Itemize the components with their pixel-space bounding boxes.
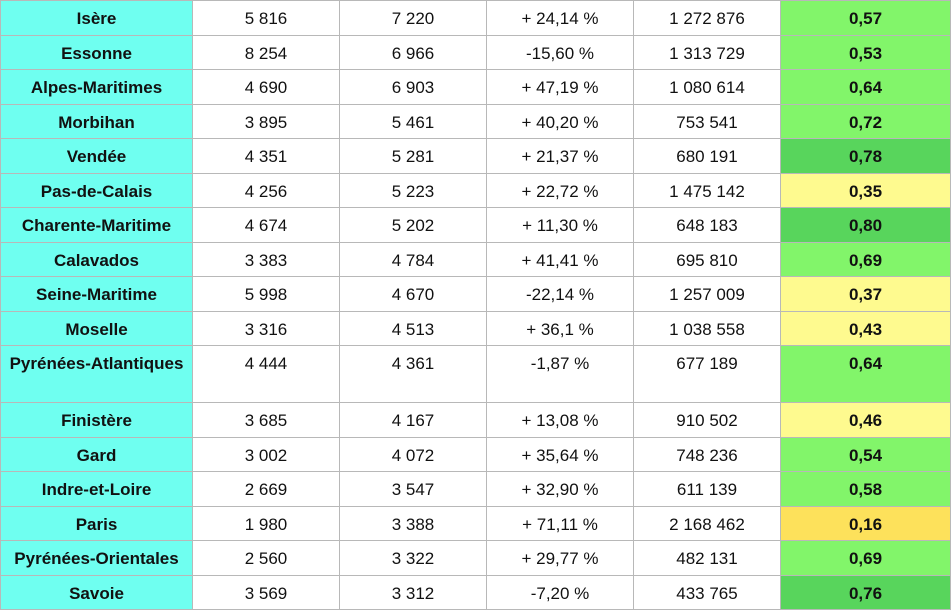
population-text: 748 236 xyxy=(676,445,738,465)
change-text: + 13,08 % xyxy=(521,411,599,430)
change-cell xyxy=(487,346,634,403)
change-text: + 35,64 % xyxy=(521,445,599,465)
value-b-cell xyxy=(340,403,487,438)
department-name-text: Gard xyxy=(76,445,117,465)
index-cell xyxy=(781,35,951,70)
population-cell xyxy=(634,541,781,576)
index-cell xyxy=(781,208,951,243)
value-a-cell xyxy=(193,541,340,576)
department-name-cell xyxy=(1,173,193,208)
department-name-text: Pyrénées-Atlantiques xyxy=(9,354,184,373)
table-row xyxy=(1,1,951,36)
population-cell xyxy=(634,104,781,139)
change-cell xyxy=(487,541,634,576)
department-name-text: Charente-Maritime xyxy=(21,216,172,235)
value-a-cell xyxy=(193,311,340,346)
change-cell xyxy=(487,311,634,346)
department-name-text: Moselle xyxy=(65,319,128,339)
department-name-text: Morbihan xyxy=(58,112,135,132)
table-row xyxy=(1,139,951,174)
department-name-text: Alpes-Maritimes xyxy=(30,78,163,97)
index-cell xyxy=(781,346,951,403)
population-text: 2 168 462 xyxy=(669,514,745,534)
table-body xyxy=(1,1,951,610)
change-cell xyxy=(487,1,634,36)
value-b-cell xyxy=(340,437,487,472)
index-cell xyxy=(781,173,951,208)
value-a-text: 1 980 xyxy=(244,514,288,534)
population-cell xyxy=(634,208,781,243)
change-text: + 11,30 % xyxy=(522,216,598,235)
index-text: 0,58 xyxy=(848,480,883,499)
department-name-cell xyxy=(1,208,193,243)
change-cell xyxy=(487,208,634,243)
index-cell xyxy=(781,311,951,346)
value-a-cell xyxy=(193,104,340,139)
table-row xyxy=(1,437,951,472)
change-text: + 21,37 % xyxy=(521,147,599,166)
department-name-cell xyxy=(1,277,193,312)
population-cell xyxy=(634,311,781,346)
change-text: + 22,72 % xyxy=(521,181,599,201)
index-text: 0,72 xyxy=(848,112,883,132)
value-a-cell xyxy=(193,242,340,277)
department-name-cell xyxy=(1,311,193,346)
change-cell xyxy=(487,472,634,507)
department-name-cell xyxy=(1,403,193,438)
value-b-cell xyxy=(340,242,487,277)
value-b-cell xyxy=(340,208,487,243)
index-text: 0,76 xyxy=(848,583,883,603)
population-cell xyxy=(634,472,781,507)
value-b-cell xyxy=(340,541,487,576)
index-text: 0,43 xyxy=(848,319,883,339)
change-cell xyxy=(487,242,634,277)
table-row xyxy=(1,208,951,243)
index-text: 0,16 xyxy=(848,514,883,534)
value-b-text: 4 072 xyxy=(391,445,435,465)
change-text: + 41,41 % xyxy=(521,250,599,270)
value-a-text: 3 002 xyxy=(244,445,288,465)
table-row xyxy=(1,541,951,576)
value-a-cell xyxy=(193,437,340,472)
population-text: 482 131 xyxy=(676,549,738,568)
change-cell xyxy=(487,575,634,610)
change-text: + 24,14 % xyxy=(521,9,599,28)
index-text: 0,37 xyxy=(848,285,883,304)
population-cell xyxy=(634,173,781,208)
index-text: 0,64 xyxy=(848,354,883,373)
value-a-cell xyxy=(193,472,340,507)
table-row xyxy=(1,506,951,541)
department-name-cell xyxy=(1,35,193,70)
value-b-text: 4 361 xyxy=(391,354,435,373)
change-text: -22,14 % xyxy=(525,285,595,304)
population-cell xyxy=(634,346,781,403)
value-a-cell xyxy=(193,208,340,243)
population-text: 1 038 558 xyxy=(669,319,745,339)
value-a-cell xyxy=(193,277,340,312)
population-text: 695 810 xyxy=(676,250,738,270)
index-text: 0,80 xyxy=(848,216,883,235)
value-b-text: 3 547 xyxy=(391,480,435,499)
population-text: 648 183 xyxy=(676,216,738,235)
department-name-text: Pyrénées-Orientales xyxy=(14,549,179,568)
population-cell xyxy=(634,242,781,277)
department-name-cell xyxy=(1,242,193,277)
population-cell xyxy=(634,70,781,105)
department-name-cell xyxy=(1,104,193,139)
value-a-text: 3 569 xyxy=(244,583,288,603)
value-a-text: 3 895 xyxy=(244,112,288,132)
population-cell xyxy=(634,1,781,36)
value-b-text: 5 281 xyxy=(391,147,435,166)
index-cell xyxy=(781,139,951,174)
value-a-text: 4 690 xyxy=(244,78,288,97)
value-b-cell xyxy=(340,104,487,139)
change-text: + 36,1 % xyxy=(526,319,594,339)
population-text: 680 191 xyxy=(676,147,738,166)
value-b-cell xyxy=(340,139,487,174)
index-cell xyxy=(781,1,951,36)
change-text: + 40,20 % xyxy=(521,112,599,132)
value-a-text: 5 998 xyxy=(244,285,288,304)
index-cell xyxy=(781,541,951,576)
table-row xyxy=(1,346,951,403)
department-name-text: Paris xyxy=(75,514,118,534)
value-a-text: 5 816 xyxy=(244,9,288,28)
department-name-text: Pas-de-Calais xyxy=(40,181,153,201)
value-a-cell xyxy=(193,403,340,438)
index-cell xyxy=(781,472,951,507)
change-text: -7,20 % xyxy=(530,583,590,603)
table-row xyxy=(1,242,951,277)
value-a-text: 3 685 xyxy=(244,411,288,430)
index-cell xyxy=(781,277,951,312)
index-cell xyxy=(781,70,951,105)
value-b-cell xyxy=(340,506,487,541)
value-b-text: 3 388 xyxy=(391,514,435,534)
value-b-cell xyxy=(340,346,487,403)
value-a-text: 2 669 xyxy=(244,480,288,499)
population-text: 753 541 xyxy=(676,112,738,132)
population-text: 910 502 xyxy=(676,411,738,430)
department-name-cell xyxy=(1,346,193,403)
value-a-cell xyxy=(193,575,340,610)
population-text: 1 257 009 xyxy=(669,285,745,304)
table-row xyxy=(1,575,951,610)
department-name-cell xyxy=(1,437,193,472)
table-row xyxy=(1,35,951,70)
department-name-text: Finistère xyxy=(61,411,132,430)
population-text: 1 272 876 xyxy=(669,9,745,28)
value-a-cell xyxy=(193,139,340,174)
department-name-text: Isère xyxy=(76,9,117,28)
index-text: 0,53 xyxy=(848,43,883,63)
population-text: 433 765 xyxy=(676,583,738,603)
table-row xyxy=(1,70,951,105)
table-row xyxy=(1,472,951,507)
index-cell xyxy=(781,437,951,472)
table-row xyxy=(1,173,951,208)
change-text: + 47,19 % xyxy=(521,78,599,97)
value-a-text: 4 256 xyxy=(244,181,288,201)
change-text: + 71,11 % xyxy=(522,514,598,534)
value-a-text: 3 316 xyxy=(244,319,288,339)
value-b-cell xyxy=(340,173,487,208)
department-name-text: Savoie xyxy=(69,583,124,603)
index-text: 0,64 xyxy=(848,78,883,97)
value-b-text: 6 966 xyxy=(391,43,435,63)
change-cell xyxy=(487,277,634,312)
value-b-cell xyxy=(340,575,487,610)
population-text: 1 313 729 xyxy=(669,43,745,63)
index-text: 0,46 xyxy=(848,411,883,430)
department-name-cell xyxy=(1,70,193,105)
change-text: + 32,90 % xyxy=(521,480,599,499)
value-b-cell xyxy=(340,277,487,312)
value-b-cell xyxy=(340,70,487,105)
change-text: -15,60 % xyxy=(525,43,595,63)
department-name-cell xyxy=(1,1,193,36)
table-row xyxy=(1,277,951,312)
department-name-text: Essonne xyxy=(61,43,132,63)
value-b-text: 5 202 xyxy=(391,216,435,235)
value-b-cell xyxy=(340,311,487,346)
change-text: + 29,77 % xyxy=(521,549,599,568)
department-name-cell xyxy=(1,506,193,541)
value-a-cell xyxy=(193,1,340,36)
population-cell xyxy=(634,277,781,312)
value-a-text: 3 383 xyxy=(244,250,288,270)
population-cell xyxy=(634,35,781,70)
value-b-text: 4 784 xyxy=(391,250,435,270)
table-row xyxy=(1,311,951,346)
department-name-text: Vendée xyxy=(66,147,127,166)
department-name-cell xyxy=(1,472,193,507)
value-b-text: 4 167 xyxy=(391,411,435,430)
value-a-text: 4 351 xyxy=(244,147,288,166)
change-text: -1,87 % xyxy=(530,354,590,373)
value-b-text: 4 670 xyxy=(391,285,435,304)
population-cell xyxy=(634,403,781,438)
index-text: 0,35 xyxy=(848,181,883,201)
population-cell xyxy=(634,437,781,472)
population-cell xyxy=(634,575,781,610)
value-a-text: 4 444 xyxy=(244,354,288,373)
change-cell xyxy=(487,173,634,208)
department-name-cell xyxy=(1,575,193,610)
value-a-cell xyxy=(193,70,340,105)
index-cell xyxy=(781,506,951,541)
change-cell xyxy=(487,35,634,70)
value-b-text: 6 903 xyxy=(391,78,435,97)
value-a-cell xyxy=(193,173,340,208)
table-row xyxy=(1,403,951,438)
value-a-cell xyxy=(193,506,340,541)
value-b-text: 5 223 xyxy=(391,181,435,201)
change-cell xyxy=(487,104,634,139)
index-text: 0,78 xyxy=(848,147,883,166)
value-a-text: 2 560 xyxy=(244,549,288,568)
population-text: 1 080 614 xyxy=(669,78,745,97)
population-text: 677 189 xyxy=(676,354,738,373)
change-cell xyxy=(487,506,634,541)
table-row xyxy=(1,104,951,139)
department-name-text: Calavados xyxy=(53,250,140,270)
value-b-text: 7 220 xyxy=(391,9,435,28)
value-b-text: 5 461 xyxy=(391,112,435,132)
population-cell xyxy=(634,506,781,541)
value-b-cell xyxy=(340,35,487,70)
department-name-cell xyxy=(1,139,193,174)
index-text: 0,57 xyxy=(848,9,883,28)
value-a-cell xyxy=(193,35,340,70)
change-cell xyxy=(487,70,634,105)
index-text: 0,69 xyxy=(848,250,883,270)
population-text: 611 139 xyxy=(676,480,738,499)
value-a-cell xyxy=(193,346,340,403)
index-text: 0,69 xyxy=(848,549,883,568)
department-name-text: Indre-et-Loire xyxy=(41,480,152,499)
change-cell xyxy=(487,139,634,174)
index-cell xyxy=(781,575,951,610)
population-cell xyxy=(634,139,781,174)
value-a-text: 8 254 xyxy=(244,43,288,63)
value-a-text: 4 674 xyxy=(244,216,288,235)
value-b-cell xyxy=(340,472,487,507)
index-cell xyxy=(781,403,951,438)
population-text: 1 475 142 xyxy=(669,181,745,201)
value-b-text: 4 513 xyxy=(391,319,435,339)
change-cell xyxy=(487,403,634,438)
value-b-text: 3 322 xyxy=(391,549,435,568)
value-b-text: 3 312 xyxy=(391,583,435,603)
department-name-cell xyxy=(1,541,193,576)
index-cell xyxy=(781,104,951,139)
index-text: 0,54 xyxy=(848,445,883,465)
index-cell xyxy=(781,242,951,277)
change-cell xyxy=(487,437,634,472)
value-b-cell xyxy=(340,1,487,36)
department-name-text: Seine-Maritime xyxy=(36,285,157,304)
